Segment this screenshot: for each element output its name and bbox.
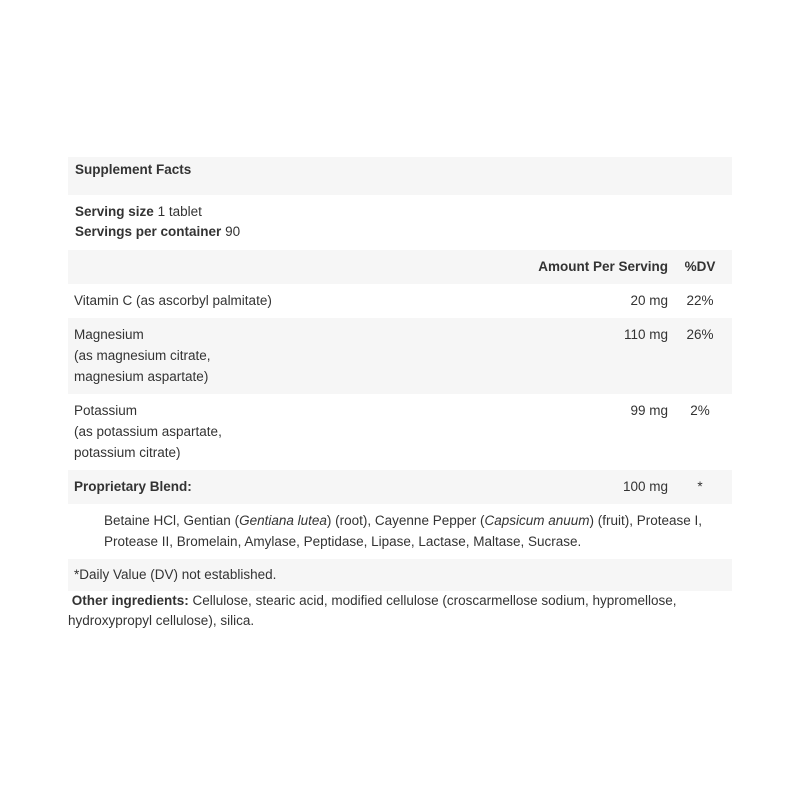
proprietary-blend-row [68,470,732,504]
blend-ingredient-part: Betaine HCl, Gentian ( [104,513,240,528]
panel-title: Supplement Facts [68,157,732,195]
nutrient-name-line: (as potassium aspartate, [74,424,222,439]
blend-amount: 100 mg [622,479,668,494]
nutrient-name-line: (as magnesium citrate, [74,348,211,363]
other-ingredients [68,591,732,631]
nutrient-name-line: Potassium [74,403,138,418]
blend-ingredient-part: ) (root), Cayenne Pepper ( [326,513,485,528]
serving-info [68,195,732,250]
nutrient-name [74,324,538,387]
nutrient-amount: 99 mg [630,403,668,418]
nutrient-name [74,400,538,463]
nutrient-dv: 26% [686,327,714,342]
blend-name: Proprietary Blend: [74,479,192,494]
table-row [68,318,732,394]
nutrient-name-line: Vitamin C (as ascorbyl palmitate) [74,293,272,308]
header-amount: Amount Per Serving [538,259,668,274]
blend-dv: * [697,479,703,494]
nutrient-amount: 110 mg [623,327,668,342]
blend-ingredient-part: Gentiana lutea [239,513,327,528]
servings-per-container-label: Servings per container [75,224,222,239]
nutrient-name-line: potassium citrate) [74,445,181,460]
blend-ingredient-part: ) (fruit), Protease I, Protease II, Bromelain, Amylase, Peptidase, Lipase, Lactase, Maltase, Sucrase. [104,513,703,549]
servings-per-container-value: 90 [225,224,241,239]
supplement-facts-panel [68,157,732,591]
nutrient-name [74,290,538,311]
table-row [68,394,732,470]
nutrient-name-line: magnesium aspartate) [74,369,209,384]
table-header [68,250,732,284]
serving-size [75,202,725,222]
blend-ingredients [68,504,732,559]
table-row [68,284,732,318]
servings-per-container [75,222,725,242]
nutrient-dv: 22% [686,293,714,308]
other-ingredients-label: Other ingredients: [71,593,189,608]
nutrient-dv: 2% [690,403,710,418]
header-dv: %DV [684,259,716,274]
other-ingredients-text: Cellulose, stearic acid, modified cellulose (croscarmellose sodium, hypromellose, hydroxypropyl cellulose), silica. [68,593,677,628]
nutrient-name-line: Magnesium [74,327,144,342]
nutrient-amount: 20 mg [630,293,668,308]
blend-ingredient-part: Capsicum anuum [484,513,590,528]
serving-size-value: 1 tablet [157,204,202,219]
serving-size-label: Serving size [75,204,154,219]
dv-footnote: *Daily Value (DV) not established. [68,559,732,591]
